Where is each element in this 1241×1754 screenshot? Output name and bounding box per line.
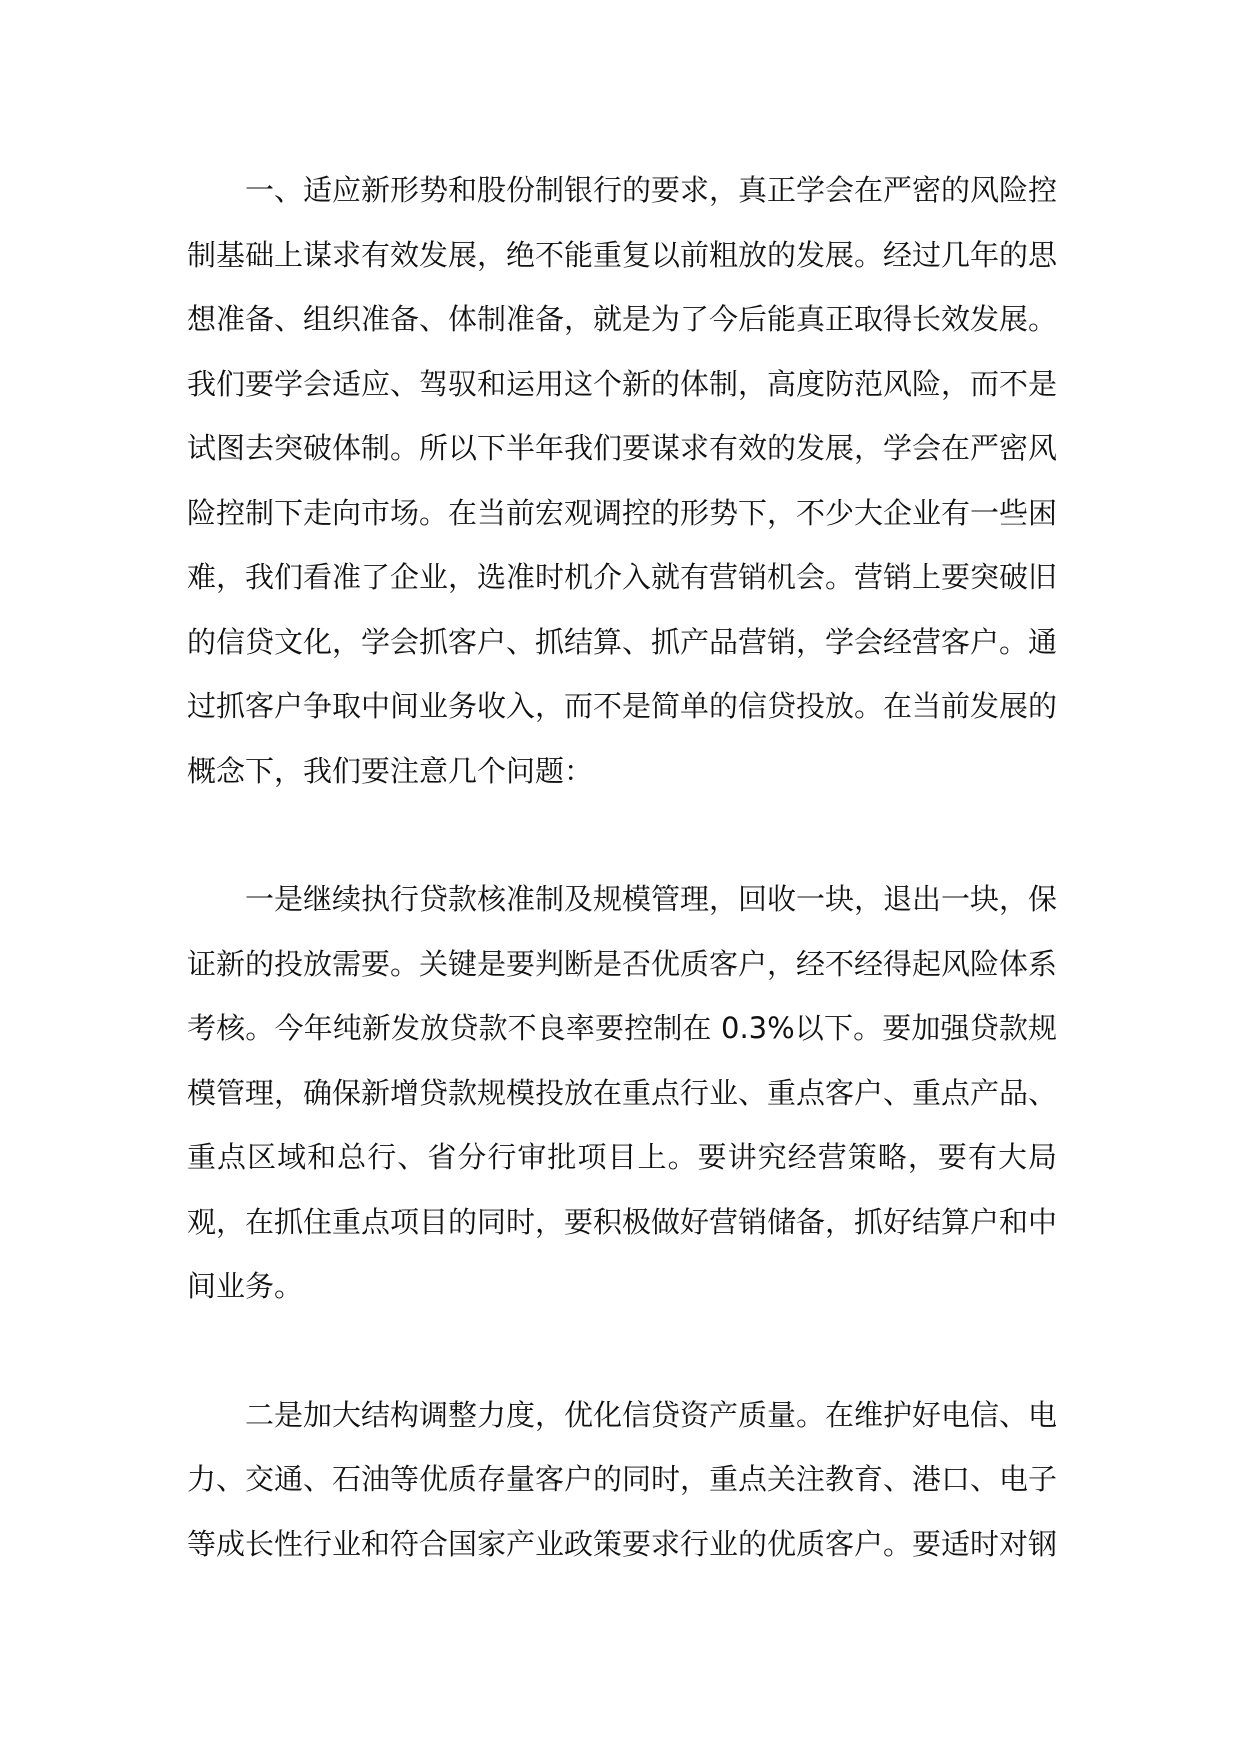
document-body: [187, 158, 1057, 1576]
paragraph-point-one: 一是继续执行贷款核准制及规模管理，回收一块，退出一块，保证新的投放需要。关键是要判断是否优质客户，经不经得起风险体系考核。今年纯新发放贷款不良率要控制在 0.3%以下。要加强贷款规模管理，确保新增贷款规模投放在重点行业、重点客户、重点产品、重点区域和总行、省分行审批项目上。要讲究经营策略，要有大局观，在抓住重点项目的同时，要积极做好营销储备，抓好结算户和中间业务。: [187, 882, 1058, 1303]
paragraph-section-one: 一、适应新形势和股份制银行的要求，真正学会在严密的风险控制基础上谋求有效发展，绝不能重复以前粗放的发展。经过几年的思想准备、组织准备、体制准备，就是为了今后能真正取得长效发展。我们要学会适应、驾驭和运用这个新的体制，高度防范风险，而不是试图去突破体制。所以下半年我们要谋求有效的发展，学会在严密风险控制下走向市场。在当前宏观调控的形势下，不少大企业有一些困难，我们看准了企业，选准时机介入就有营销机会。营销上要突破旧的信贷文化，学会抓客户、抓结算、抓产品营销，学会经营客户。通过抓客户争取中间业务收入，而不是简单的信贷投放。在当前发展的概念下，我们要注意几个问题：: [187, 173, 1058, 788]
paragraph-point-two: 二是加大结构调整力度，优化信贷资产质量。在维护好电信、电力、交通、石油等优质存量客户的同时，重点关注教育、港口、电子等成长性行业和符合国家产业政策要求行业的优质客户。要适时对钢: [187, 1397, 1058, 1561]
